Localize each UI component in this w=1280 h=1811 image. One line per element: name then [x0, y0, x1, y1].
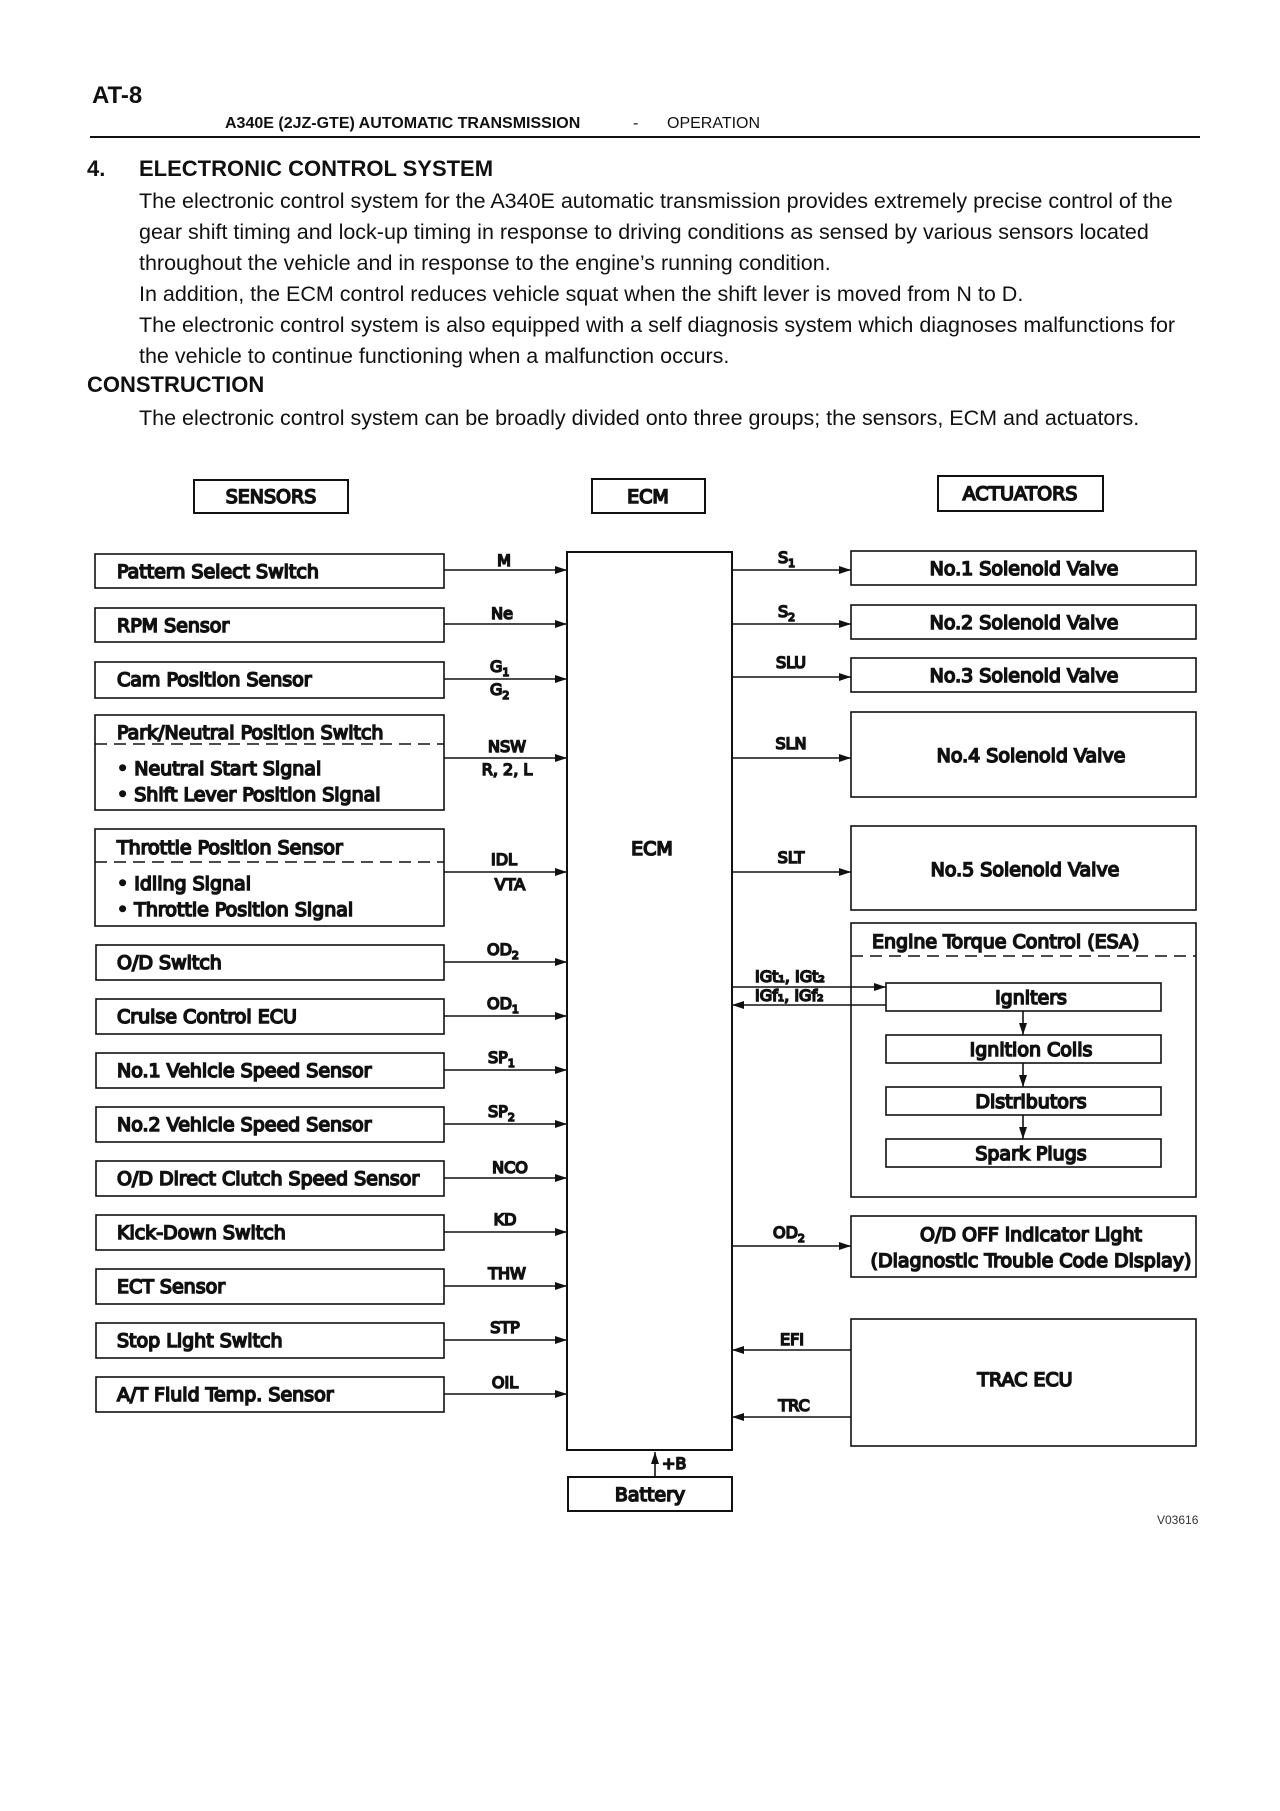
- signal-od1: $OD_1$: [487, 994, 519, 1016]
- actuator-label: No.1 Solenoid Valve: [929, 558, 1119, 580]
- section-number: 4.: [87, 156, 106, 181]
- signal-g1: $G_1$: [490, 657, 510, 679]
- figure-code: V03616: [1157, 1513, 1199, 1527]
- sensor-cam-position: [95, 662, 444, 698]
- signal-g2: $G_2$: [490, 680, 510, 702]
- section-title: ELECTRONIC CONTROL SYSTEM: [139, 156, 494, 181]
- battery-label: Battery: [614, 1484, 686, 1506]
- header-section: OPERATION: [667, 115, 761, 132]
- battery-signal: +B: [662, 1454, 687, 1473]
- signal-s1: $S_1$: [778, 548, 796, 570]
- actuator-solenoid-2: [851, 605, 1196, 639]
- sensor-label: Cruise Control ECU: [117, 1006, 297, 1028]
- signal-od2-out: $OD_2$: [773, 1223, 805, 1245]
- signal-igt: IGt₁, IGt₂: [755, 967, 825, 986]
- sensor-label: Pattern Select Switch: [117, 561, 319, 583]
- signal-slt: SLT: [777, 848, 805, 867]
- actuator-engine-torque-control: [851, 923, 1196, 1197]
- signal-kd: KD: [493, 1210, 517, 1229]
- actuator-trac-ecu: [851, 1319, 1196, 1446]
- actuator-label: No.3 Solenoid Valve: [929, 665, 1119, 687]
- signal-thw: THW: [488, 1264, 526, 1283]
- header-actuators-box: [938, 476, 1103, 511]
- sensor-label: Stop Light Switch: [117, 1330, 283, 1352]
- header-sensors: SENSORS: [225, 486, 317, 508]
- actuator-solenoid-4: [851, 712, 1196, 797]
- actuator-label: No.4 Solenoid Valve: [936, 745, 1126, 767]
- sensor-stop-light-switch: [96, 1323, 444, 1358]
- signal-ne: Ne: [491, 604, 513, 623]
- paragraph-construction: The electronic control system can be broadly divided onto three groups; the sensors, ECM and actuators.: [139, 406, 1140, 430]
- sensor-item: • Throttle Position Signal: [117, 899, 354, 921]
- sensor-fluid-temp: [96, 1377, 444, 1412]
- sensor-item: • Neutral Start Signal: [117, 758, 322, 780]
- sensor-label: Cam Position Sensor: [117, 669, 312, 691]
- sensor-label: Kick-Down Switch: [117, 1222, 286, 1244]
- signal-od2-in: $OD_2$: [487, 940, 519, 962]
- signal-m: M: [497, 551, 511, 570]
- sensor-label: RPM Sensor: [117, 615, 230, 637]
- signal-slu: SLU: [776, 653, 806, 672]
- actuator-od-off-indicator: [851, 1216, 1196, 1277]
- page-code: AT-8: [92, 82, 143, 109]
- actuator-label: TRAC ECU: [977, 1369, 1073, 1391]
- sensor-vehicle-speed-2: [96, 1107, 444, 1142]
- actuator-solenoid-3: [851, 658, 1196, 692]
- sensor-od-switch: [96, 945, 444, 980]
- sensor-label: ECT Sensor: [117, 1276, 226, 1298]
- signal-s2: $S_2$: [778, 602, 796, 624]
- header-separator: -: [633, 115, 639, 132]
- paragraph-diagnosis: The electronic control system is also equipped with a self diagnosis system which diagnoses malfunctions for the vehicle to continue functioning when a malfunction occurs.: [139, 313, 1176, 368]
- sensor-od-direct-clutch-speed: [96, 1161, 444, 1196]
- sensor-item: • Shift Lever Position Signal: [117, 784, 381, 806]
- sensor-cruise-control-ecu: [96, 999, 444, 1034]
- header-ecm: ECM: [627, 486, 669, 508]
- distributors-label: Distributors: [975, 1091, 1087, 1113]
- header-actuators: ACTUATORS: [962, 483, 1078, 505]
- signal-oil: OIL: [491, 1373, 519, 1392]
- ecm-label: ECM: [631, 838, 673, 860]
- signal-efi: EFI: [779, 1330, 805, 1349]
- sensor-park-neutral-switch: [95, 715, 444, 810]
- igniters-label: Igniters: [995, 987, 1067, 1009]
- sensor-pattern-select-switch: [95, 554, 444, 588]
- sensor-rpm: [95, 608, 444, 642]
- sensor-ect: [96, 1269, 444, 1304]
- signal-sp2: $SP_2$: [488, 1102, 515, 1124]
- sensor-label: Throttle Position Sensor: [117, 837, 343, 859]
- signal-r2l: R, 2, L: [481, 760, 533, 779]
- signal-nsw: NSW: [488, 737, 526, 756]
- sensor-label: Park/Neutral Position Switch: [117, 722, 384, 744]
- actuator-solenoid-1: [851, 551, 1196, 585]
- sensor-label: No.1 Vehicle Speed Sensor: [117, 1060, 372, 1082]
- signal-vta: VTA: [494, 875, 526, 894]
- sensor-label: No.2 Vehicle Speed Sensor: [117, 1114, 372, 1136]
- header-ecm-box: [592, 479, 705, 513]
- actuator-label: Engine Torque Control (ESA): [872, 931, 1140, 953]
- signal-igf: IGf₁, IGf₂: [755, 986, 824, 1005]
- sensor-label: O/D Direct Clutch Speed Sensor: [117, 1168, 420, 1190]
- signal-sln: SLN: [775, 734, 807, 753]
- sensor-kick-down-switch: [96, 1215, 444, 1250]
- ecm-box: [567, 552, 732, 1450]
- spark-plugs-label: Spark Plugs: [975, 1143, 1087, 1165]
- header-sensors-box: [194, 480, 348, 513]
- actuator-label: No.2 Solenoid Valve: [929, 612, 1119, 634]
- signal-sp1: $SP_1$: [488, 1048, 515, 1070]
- signal-idl: IDL: [491, 850, 517, 869]
- paragraph-squat: In addition, the ECM control reduces vehicle squat when the shift lever is moved from N to D.: [139, 282, 1024, 306]
- sensor-label: A/T Fluid Temp. Sensor: [117, 1384, 334, 1406]
- header-title: A340E (2JZ-GTE) AUTOMATIC TRANSMISSION: [225, 115, 581, 132]
- signal-trc: TRC: [778, 1396, 810, 1415]
- actuator-label: O/D OFF indicator Light: [920, 1224, 1142, 1246]
- actuator-solenoid-5: [851, 826, 1196, 910]
- sensor-throttle-position: [95, 829, 444, 926]
- signal-stp: STP: [490, 1318, 520, 1337]
- sensor-label: O/D Switch: [117, 952, 222, 974]
- construction-title: CONSTRUCTION: [87, 372, 265, 397]
- signal-nco: NCO: [492, 1158, 528, 1177]
- actuator-sublabel: (Diagnostic Trouble Code Display): [870, 1250, 1192, 1272]
- sensor-item: • Idling Signal: [117, 873, 251, 895]
- ignition-coils-label: Ignition Coils: [969, 1039, 1093, 1061]
- actuator-label: No.5 Solenoid Valve: [930, 859, 1120, 881]
- paragraph-intro: The electronic control system for the A340E automatic transmission provides extremely precise control of the gear shift timing and lock-up timing in response to driving conditions as sensed by various sensors located throughout the vehicle and in response to the engine’s running condition.: [139, 189, 1173, 275]
- sensor-vehicle-speed-1: [96, 1053, 444, 1088]
